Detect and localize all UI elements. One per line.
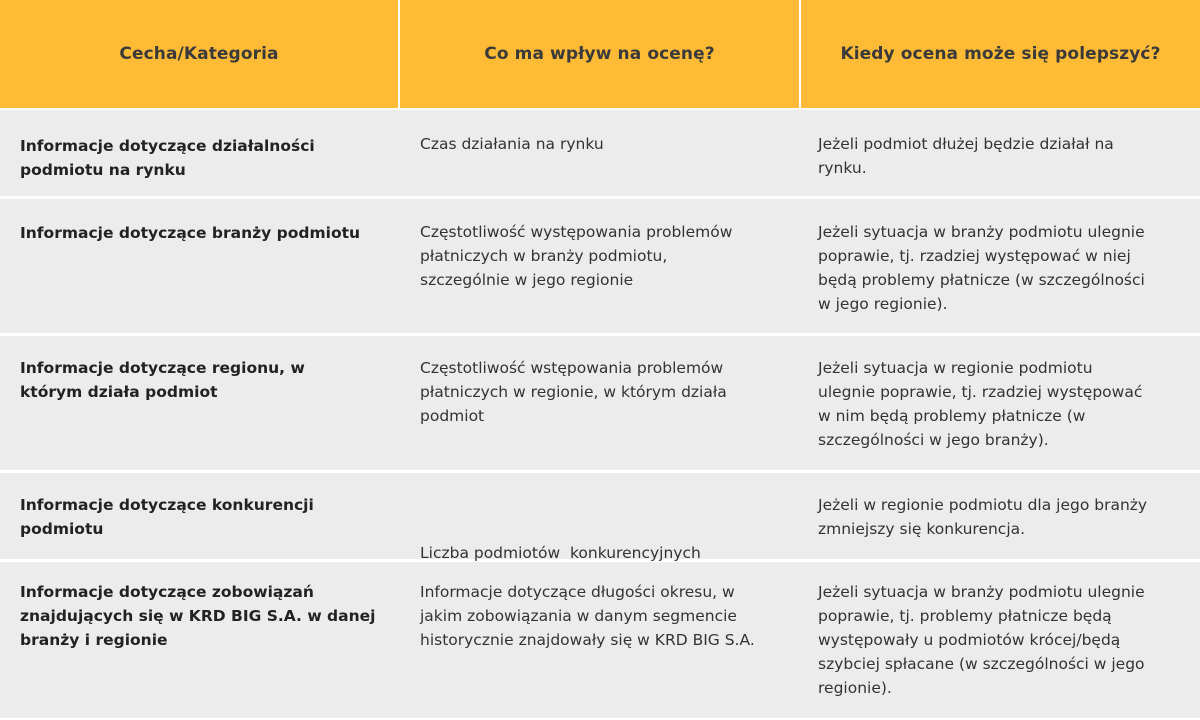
row-category: Informacje dotyczące działalności podmiotu na rynku <box>20 137 315 179</box>
table-row <box>0 336 1200 470</box>
row-improve: Jeżeli podmiot dłużej będzie działał na rynku. <box>818 135 1114 177</box>
row-improve: Jeżeli sytuacja w branży podmiotu ulegnie poprawie, tj. rzadziej występować w niej będą problemy płatnicze (w szczególności w jego regionie). <box>818 223 1145 313</box>
row-impact: Informacje dotyczące długości okresu, w jakim zobowiązania w danym segmencie historycznie znajdowały się w KRD BIG S.A. <box>420 583 755 649</box>
row-category: Informacje dotyczące branży podmiotu <box>20 224 361 242</box>
table-header <box>0 0 1200 108</box>
row-improve: Jeżeli sytuacja w regionie podmiotu ulegnie poprawie, tj. rzadziej występować w nim będą problemy płatnicze (w szczególności w jego branży). <box>818 359 1143 449</box>
row-impact: Częstotliwość wstępowania problemów płatniczych w regionie, w którym działa podmiot <box>420 359 727 425</box>
table-row <box>0 199 1200 333</box>
header-impact: Co ma wpływ na ocenę? <box>400 0 799 108</box>
row-impact: Częstotliwość występowania problemów płatniczych w branży podmiotu, szczególnie w jego regionie <box>420 223 733 289</box>
row-category: Informacje dotyczące zobowiązań znajdujących się w KRD BIG S.A. w danej branży i regionie <box>20 583 376 649</box>
row-category: Informacje dotyczące regionu, w którym działa podmiot <box>20 359 305 401</box>
row-improve: Jeżeli sytuacja w branży podmiotu ulegnie poprawie, tj. problemy płatnicze będą występowały u podmiotów krócej/będą szybciej spłacane (w szczególności w jego regionie). <box>818 583 1145 697</box>
header-improve: Kiedy ocena może się polepszyć? <box>801 0 1200 108</box>
table-row <box>0 473 1200 562</box>
row-impact: Liczba podmiotów konkurencyjnych <box>420 544 701 562</box>
row-impact: Czas działania na rynku <box>420 135 604 153</box>
table-row <box>0 110 1200 196</box>
header-category: Cecha/Kategoria <box>0 0 398 108</box>
table-row <box>0 562 1200 718</box>
row-improve: Jeżeli w regionie podmiotu dla jego branży zmniejszy się konkurencja. <box>818 496 1148 538</box>
row-category: Informacje dotyczące konkurencji podmiotu <box>20 496 314 538</box>
